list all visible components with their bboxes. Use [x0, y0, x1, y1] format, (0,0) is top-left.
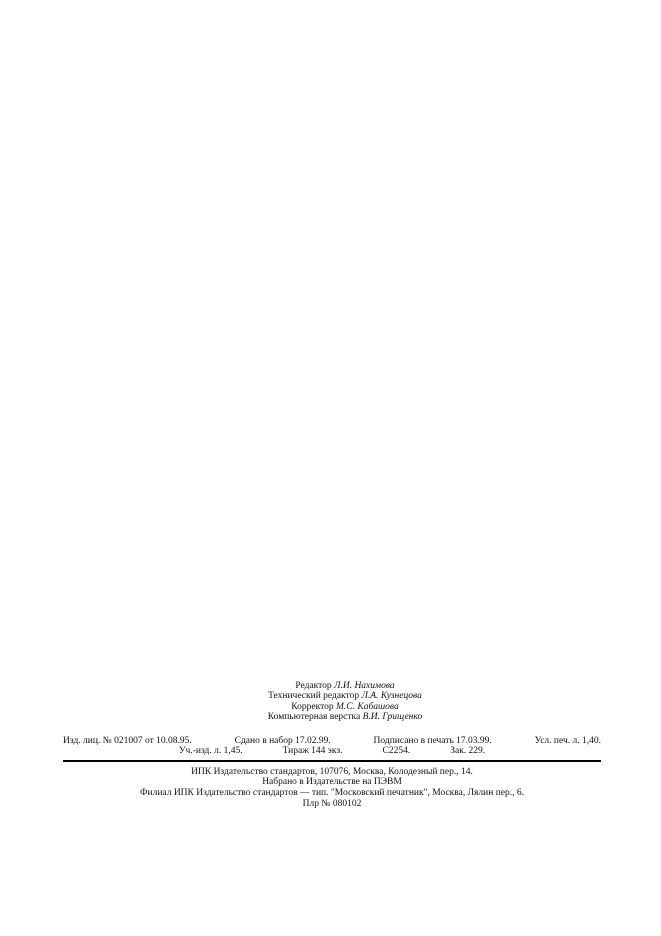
editor-role: Компьютерная верстка: [267, 711, 361, 722]
editors-block: [63, 681, 601, 722]
imprint-typeset-date: Сдано в набор 17.02.99.: [234, 736, 331, 747]
imprint-publisher-sheets: Уч.-изд. л. 1,45.: [178, 746, 243, 757]
publisher-branch-line: Филиал ИПК Издательство стандартов — тип. "Московский печатник", Москва, Лялин пер., 6.: [139, 788, 524, 799]
editor-line-editor: [89, 681, 601, 691]
editor-name: Л.И. Нахимова: [334, 681, 395, 691]
editor-line-technical-editor: [89, 691, 601, 701]
imprint-license: Изд. лиц. № 021007 от 10.08.95.: [63, 736, 192, 747]
horizontal-rule: [63, 760, 601, 762]
publisher-address-line: ИПК Издательство стандартов, 107076, Москва, Колодезный пер., 14.: [191, 766, 473, 777]
editor-line-corrector: [89, 702, 601, 712]
editor-name: Л.А. Кузнецова: [361, 691, 422, 702]
imprint-row-license: [63, 736, 601, 746]
editor-name: В.И. Грищенко: [362, 711, 423, 722]
imprint-printed-sheets: Усл. печ. л. 1,40.: [534, 736, 601, 747]
publisher-typeset-line: Набрано в Издательстве на ПЭВМ: [262, 777, 402, 788]
editor-line-layout: [89, 712, 601, 722]
editor-role: Технический редактор: [268, 691, 360, 702]
imprint-code: С2254.: [382, 746, 411, 757]
publisher-block: [63, 767, 601, 810]
imprint-row-circulation: [63, 746, 601, 756]
colophon-block: [63, 681, 601, 810]
imprint-circulation: Тираж 144 экз.: [282, 746, 343, 757]
imprint-order-number: Зак. 229.: [450, 746, 486, 757]
publisher-plr-number: Плр № 080102: [302, 798, 362, 809]
editor-role: Корректор: [291, 701, 334, 712]
editor-name: М.С. Кабашова: [336, 701, 399, 712]
editor-role: Редактор: [295, 681, 332, 691]
imprint-print-date: Подписано в печать 17.03.99.: [373, 736, 492, 747]
